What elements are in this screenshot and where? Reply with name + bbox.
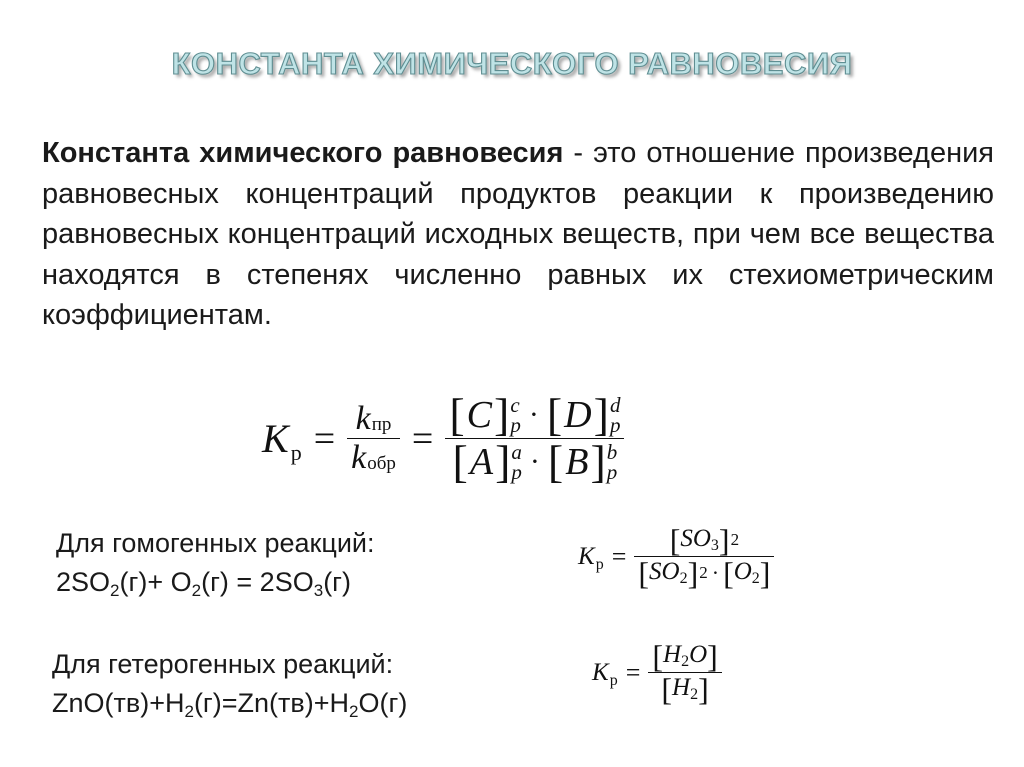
homogeneous-formula: $K_р$ = [ $SO_3$ ] 2 [ $SO_2$ ] 2 · [ $O_2$ ] — [578, 524, 774, 589]
definition-text: - это отношение произведения равновесных концентраций продуктов реакции к произведению равновесных концентраций исходных веществ, при чем все вещества находятся в степенях численно равных их стехиометрическим коэффициентам. — [42, 137, 994, 331]
definition-term: Константа химического равновесия — [42, 137, 564, 169]
kp-symbol: $K_р$ — [262, 416, 302, 465]
homogeneous-label: Для гомогенных реакций: — [56, 528, 375, 558]
definition-paragraph — [42, 133, 994, 336]
slide-title: КОНСТАНТА ХИМИЧЕСКОГО РАВНОВЕСИЯ — [171, 46, 853, 81]
heterogeneous-equation: $ZnO(тв)+H_2(г)=Zn(тв)+H_2O(г)$ — [52, 688, 408, 721]
equals-sign-2: = — [411, 417, 434, 460]
heterogeneous-label: Для гетерогенных реакций: — [52, 649, 394, 679]
equals-sign: = — [313, 417, 336, 460]
concentration-fraction: [ C ] c p · [ D ] d p [ A ] a p · [ B ] b p — [445, 392, 624, 485]
main-formula — [262, 376, 762, 501]
homogeneous-equation: $2SO_2(г)+ O_2(г) = 2SO_3(г)$ — [56, 567, 352, 600]
heterogeneous-formula: $K_р$ = [ $H_2O$ ] [ $H_2$ ] — [592, 640, 722, 705]
rate-constant-fraction: k пр k обр — [347, 400, 400, 477]
